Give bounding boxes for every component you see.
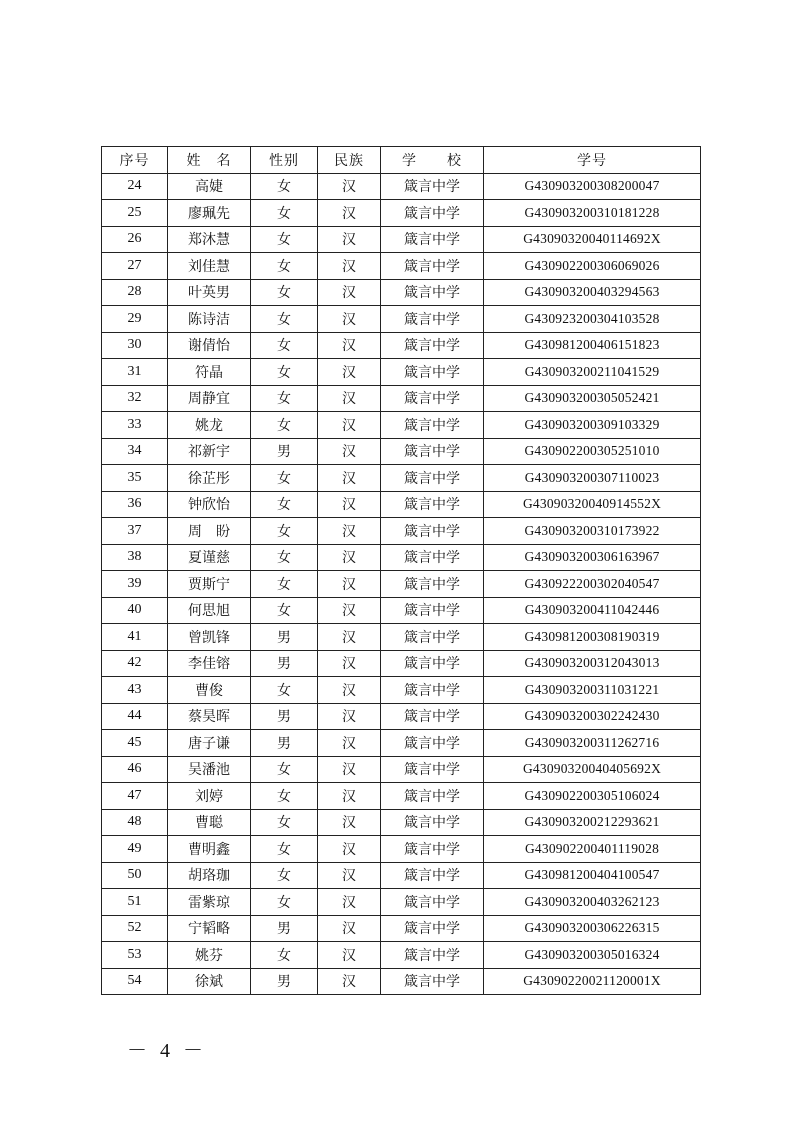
- cell-student-id: G430903200212293621: [484, 809, 701, 836]
- cell-student-id: G430903200309103329: [484, 412, 701, 439]
- cell-name: 周 盼: [168, 518, 251, 545]
- cell-school: 箴言中学: [381, 491, 484, 518]
- cell-no: 39: [102, 571, 168, 598]
- table-row: [102, 677, 701, 704]
- cell-student-id: G430903200311031221: [484, 677, 701, 704]
- cell-name: 雷紫琼: [168, 889, 251, 916]
- cell-school: 箴言中学: [381, 279, 484, 306]
- cell-gender: 女: [251, 809, 318, 836]
- cell-gender: 女: [251, 491, 318, 518]
- cell-ethnicity: 汉: [318, 783, 381, 810]
- cell-no: 42: [102, 650, 168, 677]
- cell-school: 箴言中学: [381, 783, 484, 810]
- table-row: [102, 915, 701, 942]
- cell-school: 箴言中学: [381, 385, 484, 412]
- table-row: [102, 200, 701, 227]
- cell-gender: 女: [251, 756, 318, 783]
- cell-gender: 女: [251, 836, 318, 863]
- cell-school: 箴言中学: [381, 306, 484, 333]
- cell-name: 符晶: [168, 359, 251, 386]
- cell-school: 箴言中学: [381, 862, 484, 889]
- cell-no: 26: [102, 226, 168, 253]
- cell-school: 箴言中学: [381, 597, 484, 624]
- cell-student-id: G430903200211041529: [484, 359, 701, 386]
- cell-no: 41: [102, 624, 168, 651]
- cell-name: 姚芬: [168, 942, 251, 969]
- cell-student-id: G430902200401119028: [484, 836, 701, 863]
- table-row: [102, 173, 701, 200]
- cell-student-id: G43090220021120001X: [484, 968, 701, 995]
- cell-gender: 女: [251, 385, 318, 412]
- table-row: [102, 942, 701, 969]
- cell-ethnicity: 汉: [318, 703, 381, 730]
- cell-school: 箴言中学: [381, 730, 484, 757]
- cell-no: 45: [102, 730, 168, 757]
- cell-no: 54: [102, 968, 168, 995]
- table-row: [102, 332, 701, 359]
- cell-school: 箴言中学: [381, 544, 484, 571]
- table-row: [102, 624, 701, 651]
- cell-school: 箴言中学: [381, 836, 484, 863]
- cell-ethnicity: 汉: [318, 756, 381, 783]
- table-row: [102, 756, 701, 783]
- cell-ethnicity: 汉: [318, 359, 381, 386]
- cell-ethnicity: 汉: [318, 597, 381, 624]
- cell-no: 31: [102, 359, 168, 386]
- cell-gender: 女: [251, 306, 318, 333]
- cell-school: 箴言中学: [381, 253, 484, 280]
- cell-ethnicity: 汉: [318, 253, 381, 280]
- header-no: 序号: [102, 147, 168, 174]
- cell-ethnicity: 汉: [318, 942, 381, 969]
- page-number: － 4 －: [127, 1040, 207, 1062]
- cell-student-id: G430903200305052421: [484, 385, 701, 412]
- cell-school: 箴言中学: [381, 359, 484, 386]
- cell-gender: 女: [251, 226, 318, 253]
- table-row: [102, 385, 701, 412]
- cell-name: 唐子谦: [168, 730, 251, 757]
- cell-student-id: G430981200308190319: [484, 624, 701, 651]
- cell-name: 李佳镕: [168, 650, 251, 677]
- table-row: [102, 597, 701, 624]
- header-student-id: 学号: [484, 147, 701, 174]
- cell-gender: 女: [251, 279, 318, 306]
- cell-no: 52: [102, 915, 168, 942]
- table-row: [102, 730, 701, 757]
- cell-no: 51: [102, 889, 168, 916]
- cell-gender: 男: [251, 624, 318, 651]
- table-row: [102, 359, 701, 386]
- cell-school: 箴言中学: [381, 571, 484, 598]
- cell-student-id: G430923200304103528: [484, 306, 701, 333]
- cell-school: 箴言中学: [381, 650, 484, 677]
- cell-gender: 男: [251, 915, 318, 942]
- cell-gender: 女: [251, 597, 318, 624]
- table-row: [102, 253, 701, 280]
- cell-no: 43: [102, 677, 168, 704]
- cell-student-id: G430922200302040547: [484, 571, 701, 598]
- cell-gender: 女: [251, 942, 318, 969]
- cell-name: 陈诗洁: [168, 306, 251, 333]
- cell-name: 徐芷彤: [168, 465, 251, 492]
- table-header-row: [102, 147, 701, 174]
- cell-name: 谢倩怡: [168, 332, 251, 359]
- table-row: [102, 412, 701, 439]
- table-row: [102, 862, 701, 889]
- cell-student-id: G430903200306226315: [484, 915, 701, 942]
- table-row: [102, 518, 701, 545]
- cell-ethnicity: 汉: [318, 438, 381, 465]
- table-row: [102, 544, 701, 571]
- cell-no: 49: [102, 836, 168, 863]
- table-row: [102, 703, 701, 730]
- cell-no: 53: [102, 942, 168, 969]
- cell-name: 刘婷: [168, 783, 251, 810]
- cell-no: 32: [102, 385, 168, 412]
- cell-ethnicity: 汉: [318, 306, 381, 333]
- cell-ethnicity: 汉: [318, 465, 381, 492]
- cell-no: 46: [102, 756, 168, 783]
- cell-no: 28: [102, 279, 168, 306]
- cell-gender: 女: [251, 200, 318, 227]
- cell-name: 何思旭: [168, 597, 251, 624]
- cell-ethnicity: 汉: [318, 491, 381, 518]
- cell-name: 曹聪: [168, 809, 251, 836]
- cell-student-id: G430903200310181228: [484, 200, 701, 227]
- cell-gender: 女: [251, 862, 318, 889]
- cell-school: 箴言中学: [381, 438, 484, 465]
- cell-student-id: G430903200305016324: [484, 942, 701, 969]
- cell-student-id: G430903200307110023: [484, 465, 701, 492]
- cell-school: 箴言中学: [381, 703, 484, 730]
- table-row: [102, 465, 701, 492]
- cell-gender: 男: [251, 438, 318, 465]
- cell-name: 吴潘池: [168, 756, 251, 783]
- cell-name: 郑沐慧: [168, 226, 251, 253]
- cell-ethnicity: 汉: [318, 836, 381, 863]
- cell-school: 箴言中学: [381, 889, 484, 916]
- cell-student-id: G43090320040114692X: [484, 226, 701, 253]
- cell-school: 箴言中学: [381, 465, 484, 492]
- cell-ethnicity: 汉: [318, 412, 381, 439]
- cell-name: 宁韬略: [168, 915, 251, 942]
- cell-gender: 女: [251, 677, 318, 704]
- cell-gender: 男: [251, 968, 318, 995]
- cell-gender: 女: [251, 889, 318, 916]
- cell-ethnicity: 汉: [318, 889, 381, 916]
- cell-no: 30: [102, 332, 168, 359]
- cell-gender: 女: [251, 173, 318, 200]
- cell-name: 曹明鑫: [168, 836, 251, 863]
- cell-name: 钟欣怡: [168, 491, 251, 518]
- table-row: [102, 491, 701, 518]
- cell-no: 27: [102, 253, 168, 280]
- table-row: [102, 438, 701, 465]
- cell-ethnicity: 汉: [318, 624, 381, 651]
- cell-name: 廖珮先: [168, 200, 251, 227]
- cell-no: 35: [102, 465, 168, 492]
- header-name: 姓 名: [168, 147, 251, 174]
- cell-name: 刘佳慧: [168, 253, 251, 280]
- cell-gender: 女: [251, 518, 318, 545]
- cell-ethnicity: 汉: [318, 862, 381, 889]
- table-row: [102, 279, 701, 306]
- cell-gender: 女: [251, 253, 318, 280]
- cell-gender: 男: [251, 703, 318, 730]
- cell-school: 箴言中学: [381, 942, 484, 969]
- cell-school: 箴言中学: [381, 518, 484, 545]
- cell-ethnicity: 汉: [318, 730, 381, 757]
- table-row: [102, 306, 701, 333]
- cell-ethnicity: 汉: [318, 968, 381, 995]
- cell-student-id: G430902200305106024: [484, 783, 701, 810]
- cell-ethnicity: 汉: [318, 518, 381, 545]
- cell-student-id: G430903200306163967: [484, 544, 701, 571]
- cell-student-id: G430981200406151823: [484, 332, 701, 359]
- cell-ethnicity: 汉: [318, 279, 381, 306]
- cell-name: 夏谨慈: [168, 544, 251, 571]
- cell-ethnicity: 汉: [318, 173, 381, 200]
- cell-gender: 女: [251, 783, 318, 810]
- cell-name: 贾斯宁: [168, 571, 251, 598]
- table-row: [102, 226, 701, 253]
- cell-student-id: G430903200310173922: [484, 518, 701, 545]
- table-row: [102, 968, 701, 995]
- cell-ethnicity: 汉: [318, 385, 381, 412]
- cell-name: 曾凯锋: [168, 624, 251, 651]
- table-row: [102, 783, 701, 810]
- table-row: [102, 809, 701, 836]
- cell-ethnicity: 汉: [318, 332, 381, 359]
- table-body: [102, 173, 701, 995]
- cell-student-id: G430903200312043013: [484, 650, 701, 677]
- cell-ethnicity: 汉: [318, 200, 381, 227]
- cell-student-id: G430903200403262123: [484, 889, 701, 916]
- cell-school: 箴言中学: [381, 173, 484, 200]
- table-row: [102, 650, 701, 677]
- cell-name: 蔡昊晖: [168, 703, 251, 730]
- cell-student-id: G43090320040405692X: [484, 756, 701, 783]
- cell-name: 周静宜: [168, 385, 251, 412]
- cell-name: 高婕: [168, 173, 251, 200]
- cell-name: 胡珞珈: [168, 862, 251, 889]
- header-ethnicity: 民族: [318, 147, 381, 174]
- cell-school: 箴言中学: [381, 677, 484, 704]
- table-row: [102, 836, 701, 863]
- cell-ethnicity: 汉: [318, 544, 381, 571]
- cell-student-id: G430903200411042446: [484, 597, 701, 624]
- cell-no: 47: [102, 783, 168, 810]
- cell-no: 33: [102, 412, 168, 439]
- cell-student-id: G430902200305251010: [484, 438, 701, 465]
- cell-school: 箴言中学: [381, 412, 484, 439]
- header-gender: 性别: [251, 147, 318, 174]
- cell-no: 37: [102, 518, 168, 545]
- cell-school: 箴言中学: [381, 226, 484, 253]
- table-row: [102, 571, 701, 598]
- cell-name: 徐斌: [168, 968, 251, 995]
- cell-gender: 女: [251, 571, 318, 598]
- cell-name: 叶英男: [168, 279, 251, 306]
- cell-ethnicity: 汉: [318, 809, 381, 836]
- cell-gender: 男: [251, 730, 318, 757]
- cell-no: 25: [102, 200, 168, 227]
- cell-ethnicity: 汉: [318, 571, 381, 598]
- cell-ethnicity: 汉: [318, 915, 381, 942]
- cell-gender: 男: [251, 650, 318, 677]
- cell-gender: 女: [251, 465, 318, 492]
- cell-student-id: G430902200306069026: [484, 253, 701, 280]
- cell-no: 24: [102, 173, 168, 200]
- cell-gender: 女: [251, 412, 318, 439]
- cell-ethnicity: 汉: [318, 226, 381, 253]
- cell-name: 曹俊: [168, 677, 251, 704]
- cell-no: 36: [102, 491, 168, 518]
- cell-no: 38: [102, 544, 168, 571]
- cell-school: 箴言中学: [381, 809, 484, 836]
- cell-ethnicity: 汉: [318, 677, 381, 704]
- cell-school: 箴言中学: [381, 968, 484, 995]
- cell-student-id: G430903200302242430: [484, 703, 701, 730]
- cell-no: 29: [102, 306, 168, 333]
- cell-no: 40: [102, 597, 168, 624]
- cell-student-id: G430981200404100547: [484, 862, 701, 889]
- cell-no: 50: [102, 862, 168, 889]
- cell-student-id: G430903200403294563: [484, 279, 701, 306]
- header-school: 学 校: [381, 147, 484, 174]
- cell-gender: 女: [251, 359, 318, 386]
- cell-student-id: G43090320040914552X: [484, 491, 701, 518]
- cell-student-id: G430903200308200047: [484, 173, 701, 200]
- student-roster-table: [101, 146, 701, 995]
- cell-gender: 女: [251, 544, 318, 571]
- cell-ethnicity: 汉: [318, 650, 381, 677]
- cell-name: 姚龙: [168, 412, 251, 439]
- cell-student-id: G430903200311262716: [484, 730, 701, 757]
- cell-no: 44: [102, 703, 168, 730]
- cell-name: 祁新宇: [168, 438, 251, 465]
- cell-school: 箴言中学: [381, 332, 484, 359]
- cell-school: 箴言中学: [381, 915, 484, 942]
- cell-no: 48: [102, 809, 168, 836]
- cell-school: 箴言中学: [381, 200, 484, 227]
- cell-gender: 女: [251, 332, 318, 359]
- cell-no: 34: [102, 438, 168, 465]
- cell-school: 箴言中学: [381, 756, 484, 783]
- cell-school: 箴言中学: [381, 624, 484, 651]
- table-row: [102, 889, 701, 916]
